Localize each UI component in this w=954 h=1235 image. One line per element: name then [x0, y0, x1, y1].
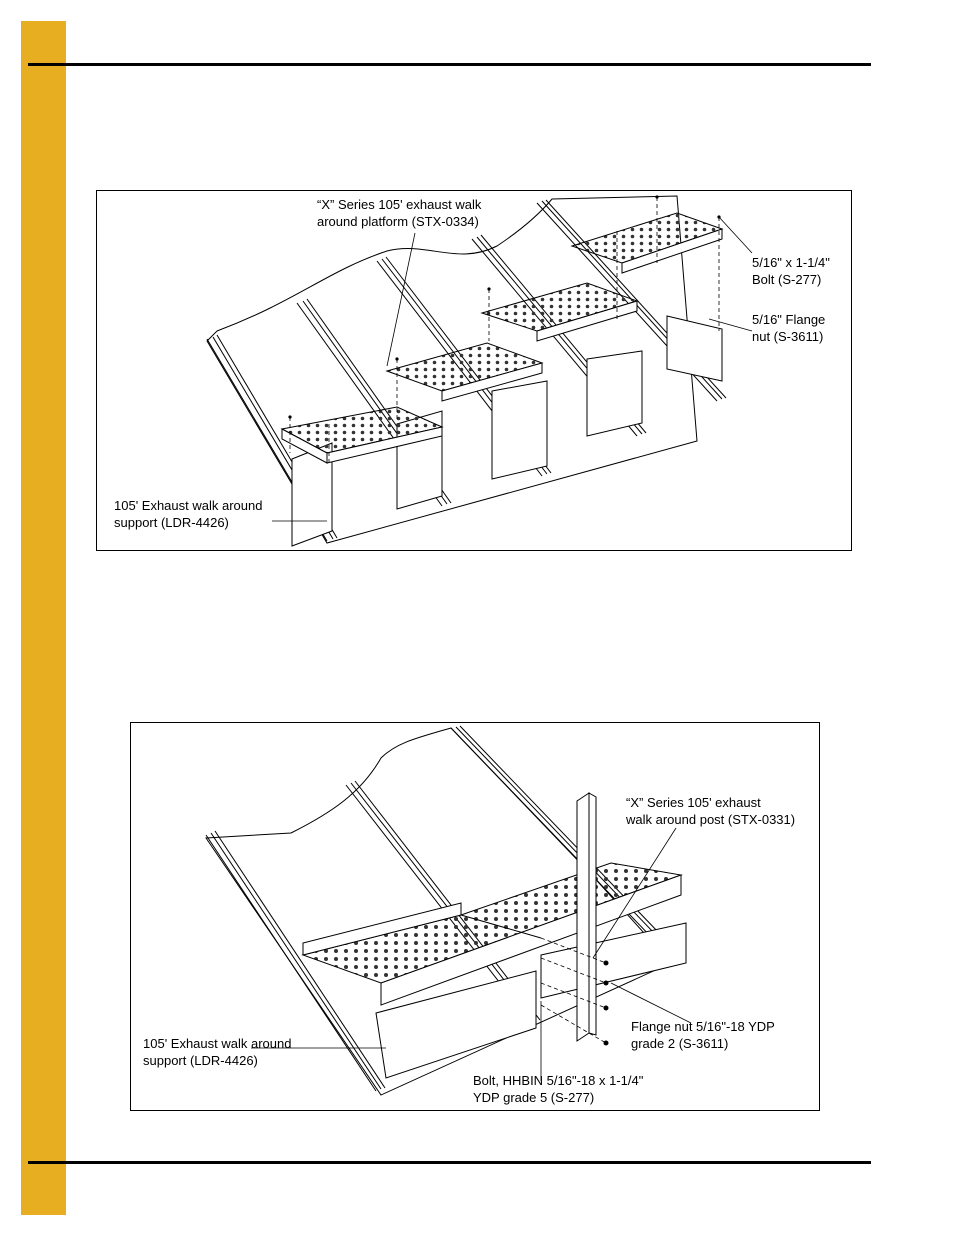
header-rule [28, 63, 871, 66]
side-tab [21, 21, 66, 1215]
figure-post-assembly [130, 722, 820, 1111]
flange-nut-callout: Flange nut 5/16"-18 YDP grade 2 (S-3611) [631, 1019, 775, 1051]
bolt-callout: Bolt, HHBIN 5/16"-18 x 1-1/4" YDP grade 5 (S-277) [473, 1073, 644, 1105]
platform-callout: “X” Series 105' exhaust walk around platform (STX-0334) [317, 197, 482, 229]
flange-nut-callout: 5/16" Flange nut (S-3611) [752, 312, 826, 344]
support-callout: 105' Exhaust walk around support (LDR-4426) [114, 498, 263, 530]
footer-rule [28, 1161, 871, 1164]
figure-platform-assembly [96, 190, 852, 551]
support-callout: 105' Exhaust walk around support (LDR-4426) [143, 1036, 292, 1068]
bolt-callout: 5/16" x 1-1/4" Bolt (S-277) [752, 255, 830, 287]
post-callout: “X” Series 105' exhaust walk around post (STX-0331) [626, 795, 796, 827]
